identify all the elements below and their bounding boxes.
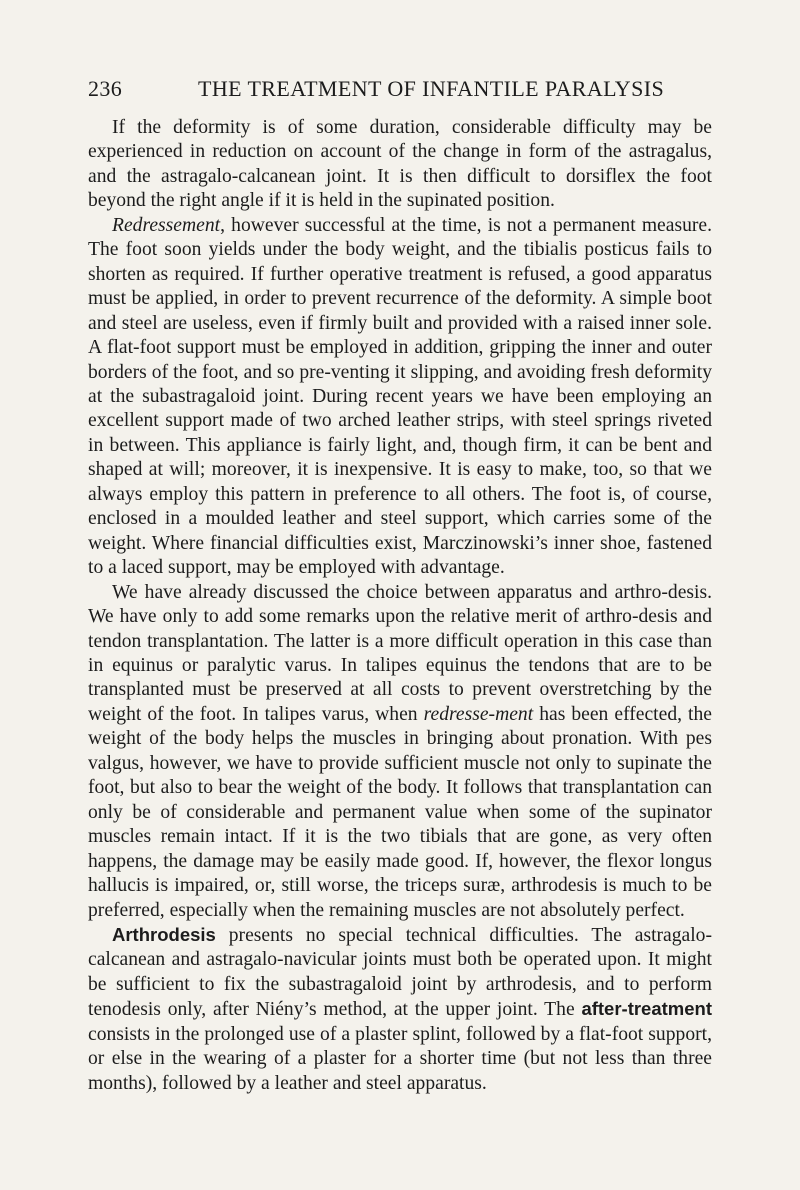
text-run: , however successful at the time, is not a permanent measure. The foot soon yields under the body weight, and the tibialis posticus fails to shorten as required. If further operative treatment is refused, a good apparatus must be applied, in order to prevent recurrence of the deformity. A simple boot and steel are useless, even if firmly built and provided with a raised inner sole. A flat-foot support must be employed in addition, gripping the inner and outer borders of the foot, and so pre-venting it slipping, and avoiding fresh deformity at the subastragaloid joint. During recent years we have been employing an excellent support made of two arched leather strips, with steel springs riveted in between. This appliance is fairly light, and, though firm, it can be bent and shaped at will; moreover, it is inexpensive. It is easy to make, too, so that we always employ this pattern in preference to all others. The foot is, of course, enclosed in a moulded leather and steel support, which carries some of the weight. Where financial difficulties exist, Marczinowski’s inner shoe, fastened to a laced support, may be employed with advantage. bbox=[88, 214, 712, 579]
styled-term: Arthrodesis bbox=[112, 923, 216, 945]
text-run: presents no special technical difficulties. The astragalo-calcanean and astragalo-navicular joints must both be operated upon. It might be sufficient to fix the subastragaloid joint by arthrodesis, and to perform tenodesis only, after Niény’s method, at the upper joint. The bbox=[88, 924, 712, 1021]
paragraph-p3 bbox=[88, 581, 712, 923]
styled-term: redresse-ment bbox=[423, 703, 534, 725]
page-number: 236 bbox=[88, 76, 123, 101]
body-text bbox=[88, 116, 712, 1096]
text-run: We have already discussed the choice between apparatus and arthro-desis. We have only to add some remarks upon the relative merit of arthro-desis and tendon transplantation. The latter is a more difficult operation in this case than in equinus or paralytic varus. In talipes equinus the tendons that are to be transplanted must be preserved at all costs to prevent overstretching by the weight of the foot. In talipes varus, when bbox=[88, 581, 712, 725]
styled-term: Redressement bbox=[112, 214, 221, 236]
paragraph-p4 bbox=[88, 923, 712, 1096]
text-run: consists in the prolonged use of a plaster splint, followed by a flat-foot support, or else in the wearing of a plaster for a shorter time (but not less than three months), followed by a leather and steel apparatus. bbox=[88, 1023, 712, 1094]
paragraph-p2 bbox=[88, 214, 712, 581]
text-run: has been effected, the weight of the body helps the muscles in bringing about pronation. With pes valgus, however, we have to provide sufficient muscle not only to supinate the foot, but also to bear the weight of the body. It follows that transplantation can only be of considerable and permanent value when some of the supinator muscles remain intact. If it is the two tibials that are gone, as very often happens, the damage may be easily made good. If, however, the flexor longus hallucis is impaired, or, still worse, the triceps suræ, arthrodesis is much to be preferred, especially when the remaining muscles are not absolutely perfect. bbox=[88, 703, 712, 921]
running-title: THE TREATMENT OF INFANTILE PARALYSIS bbox=[198, 76, 665, 101]
styled-term: after-treatment bbox=[581, 998, 712, 1020]
text-run: If the deformity is of some duration, considerable difficulty may be experienced in reduction on account of the change in form of the astragalus, and the astragalo-calcanean joint. It is then difficult to dorsiflex the foot beyond the right angle if it is held in the supinated position. bbox=[88, 117, 712, 212]
paragraph-p1 bbox=[88, 116, 712, 214]
